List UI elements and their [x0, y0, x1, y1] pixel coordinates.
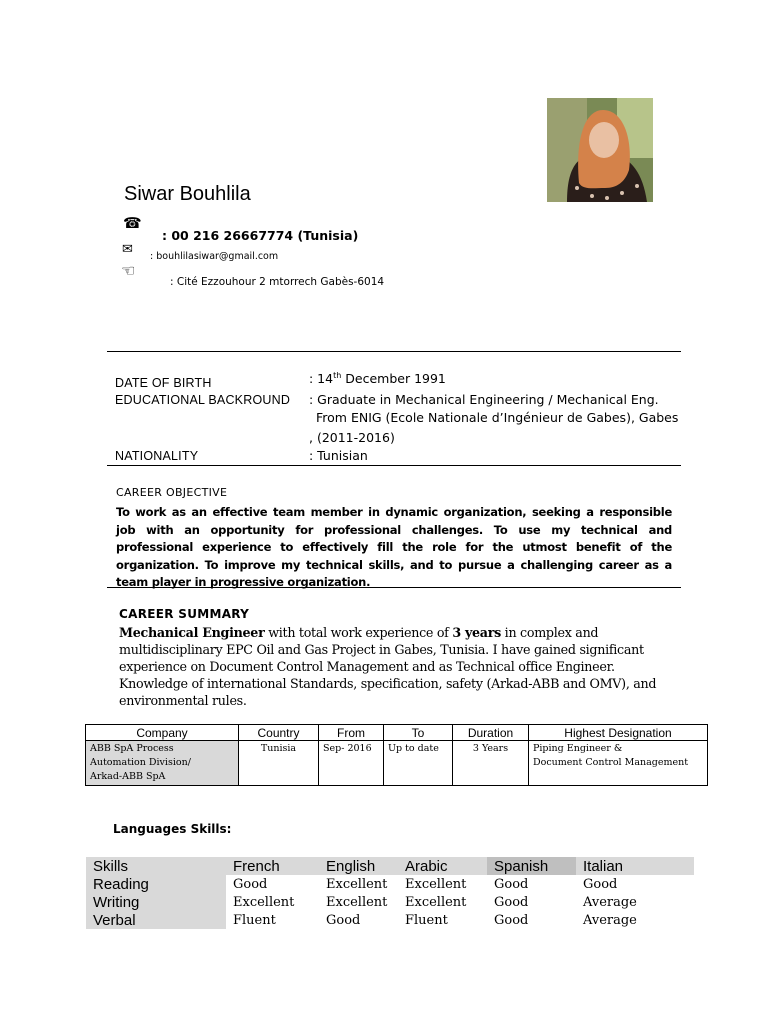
table-row — [86, 911, 694, 929]
phone-number: : 00 216 26667774 (Tunisia) — [162, 228, 359, 243]
education-label: EDUCATIONAL BACKROUND — [115, 393, 291, 407]
cell: Good — [583, 876, 618, 892]
cell: Average — [583, 912, 637, 928]
cell: Average — [583, 894, 637, 910]
col-designation: Highest Designation — [529, 725, 708, 741]
phone-icon: ☎ — [123, 215, 142, 232]
cell: Good — [494, 894, 529, 910]
languages-title: Languages Skills: — [113, 822, 232, 836]
objective-title: CAREER OBJECTIVE — [116, 486, 228, 499]
cell: Excellent — [233, 894, 295, 910]
col-from: From — [319, 725, 384, 741]
row-label-reading: Reading — [86, 875, 226, 893]
lang-header-french: French — [226, 857, 319, 875]
lang-header-skills: Skills — [86, 857, 226, 875]
cell: Good — [326, 912, 361, 928]
nationality-label: NATIONALITY — [115, 449, 199, 463]
divider — [107, 587, 681, 588]
cell: Good — [233, 876, 268, 892]
table-header-row — [86, 725, 708, 741]
row-label-verbal: Verbal — [86, 911, 226, 929]
table-row — [86, 893, 694, 911]
profile-photo — [547, 98, 653, 202]
row-label-writing: Writing — [86, 893, 226, 911]
table-row — [86, 875, 694, 893]
col-to: To — [384, 725, 453, 741]
cell-from: Sep- 2016 — [319, 741, 384, 786]
cell: Fluent — [233, 912, 276, 928]
education-line-2: From ENIG (Ecole Nationale d’Ingénieur de Gabes), Gabes — [316, 410, 679, 425]
lang-header-english: English — [319, 857, 398, 875]
languages-table — [86, 857, 694, 929]
cell-company: ABB SpA Process Automation Division/ Arkad-ABB SpA — [86, 741, 239, 786]
cell: Excellent — [326, 894, 388, 910]
dob-label: DATE OF BIRTH — [115, 376, 212, 390]
cell: Excellent — [326, 876, 388, 892]
education-line-1: : Graduate in Mechanical Engineering / Mechanical Eng. — [309, 392, 659, 407]
cell-duration: 3 Years — [453, 741, 529, 786]
lang-header-spanish: Spanish — [487, 857, 576, 875]
dob-value: : 14th December 1991 — [309, 371, 446, 387]
candidate-name: Siwar Bouhlila — [124, 183, 251, 205]
lang-header-italian: Italian — [576, 857, 694, 875]
postal-address: : Cité Ezzouhour 2 mtorrech Gabès-6014 — [170, 276, 385, 288]
address-hand-icon: ☜ — [121, 263, 136, 280]
table-header-row — [86, 857, 694, 875]
col-country: Country — [239, 725, 319, 741]
summary-text: Mechanical Engineer with total work experience of 3 years in complex and multidisciplinary EPC Oil and Gas Project in Gabes, Tunisia. I have gained significant experience on Document Control Management and as Technical office Engineer. Knowledge of international Standards, specification, safety (Arkad-ABB and OMV), and environmental rules. — [119, 625, 657, 708]
experience-table — [85, 724, 708, 786]
cell: Good — [494, 912, 529, 928]
divider — [107, 465, 681, 466]
cell: Good — [494, 876, 529, 892]
col-company: Company — [86, 725, 239, 741]
nationality-value: : Tunisian — [309, 448, 368, 463]
education-line-3: , (2011-2016) — [309, 430, 395, 445]
cell-to: Up to date — [384, 741, 453, 786]
table-row — [86, 741, 708, 786]
cell: Excellent — [405, 894, 467, 910]
summary-title: CAREER SUMMARY — [119, 607, 250, 621]
email-address[interactable]: : bouhlilasiwar@gmail.com — [150, 251, 279, 262]
col-duration: Duration — [453, 725, 529, 741]
cell-designation: Piping Engineer & Document Control Management — [529, 741, 708, 786]
cell-country: Tunisia — [239, 741, 319, 786]
lang-header-arabic: Arabic — [398, 857, 487, 875]
envelope-icon: ✉ — [122, 241, 133, 256]
cell: Fluent — [405, 912, 448, 928]
cell: Excellent — [405, 876, 467, 892]
divider — [107, 351, 681, 352]
objective-text: To work as an effective team member in dynamic organization, seeking a responsible job with an opportunity for professional challenges. To use my technical and professional experience to effectively fill the role for the utmost benefit of the organization. To improve my technical skills, and to pursue a challenging career as a team player in progressive organization. — [116, 505, 672, 589]
